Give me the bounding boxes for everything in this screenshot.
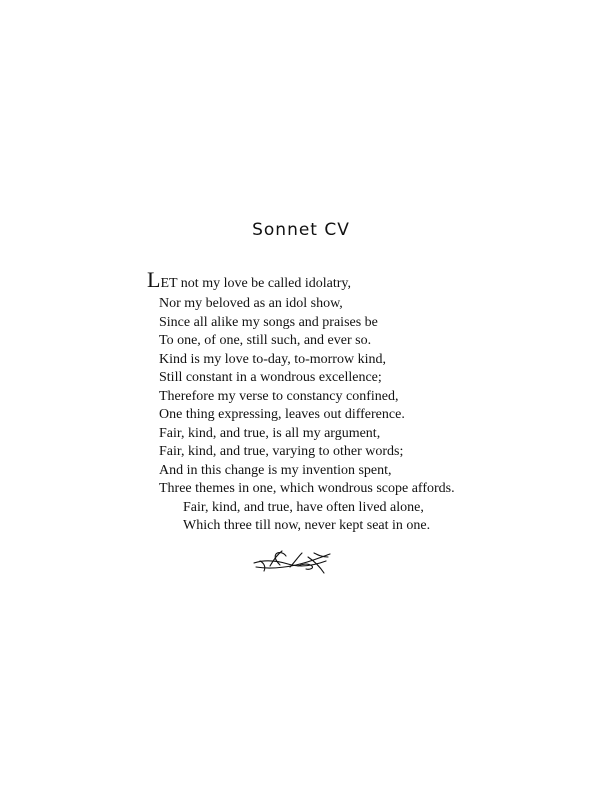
poem-body (147, 267, 455, 536)
poem-line: To one, of one, still such, and ever so. (159, 333, 372, 348)
first-line-text: ET not my love be called idolatry, (160, 276, 351, 291)
poem-line: Three themes in one, which wondrous scope affords. (159, 481, 455, 496)
flourish-ornament-icon (252, 545, 332, 577)
poem-line: Nor my beloved as an idol show, (159, 296, 343, 311)
couplet-line: Which three till now, never kept seat in one. (183, 518, 431, 533)
couplet-line: Fair, kind, and true, have often lived alone, (183, 499, 424, 515)
poem-line: Fair, kind, and true, varying to other words; (159, 444, 404, 459)
poem-first-line (147, 269, 455, 291)
poem-line: Since all alike my songs and praises be (159, 314, 378, 330)
drop-cap: L (147, 267, 161, 292)
poem-line: And in this change is my invention spent, (159, 462, 392, 478)
poem-line: One thing expressing, leaves out difference. (159, 407, 405, 422)
poem-title: Sonnet CV (252, 220, 350, 240)
poem-line: Therefore my verse to constancy confined, (159, 388, 399, 404)
poem-line: Kind is my love to-day, to-morrow kind, (159, 351, 386, 367)
poem-line: Fair, kind, and true, is all my argument, (159, 425, 381, 441)
poem-line: Still constant in a wondrous excellence; (159, 370, 382, 385)
